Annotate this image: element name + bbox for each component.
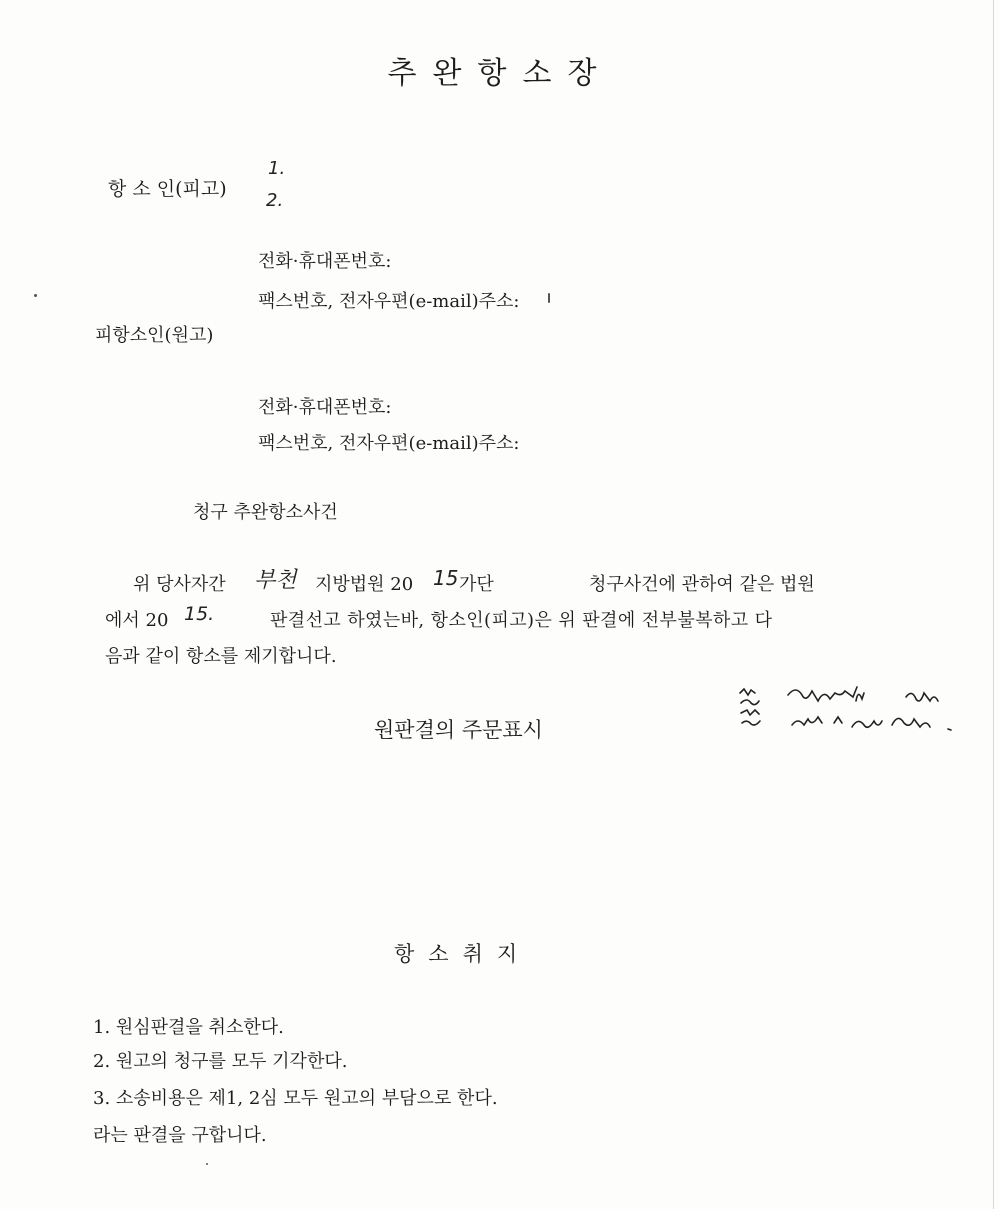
body-line1-court: 지방법원 20 (315, 574, 414, 595)
body-line1-suffix: 청구사건에 관하여 같은 법원 (589, 574, 815, 595)
appellant-label: 항 소 인(피고) (108, 178, 227, 200)
appeal-purpose-heading: 항소취지 (394, 942, 532, 966)
handwritten-year-2: 15. (184, 603, 215, 625)
appellant-number-1: 1. (268, 158, 286, 179)
claim-title: 청구 추완항소사건 (193, 502, 338, 523)
appeal-item-3: 3. 소송비용은 제1, 2심 모두 원고의 부담으로 한다. (93, 1088, 498, 1109)
body-line2-prefix: 에서 20 (105, 610, 169, 631)
scan-speck (548, 293, 550, 303)
scan-edge-line (993, 0, 994, 1209)
body-line3-text: 음과 같이 항소를 제기합니다. (105, 646, 337, 667)
body-line2-text: 판결선고 하였는바, 항소인(피고)은 위 판결에 전부불복하고 다 (270, 610, 773, 631)
handwritten-court-name: 부천 (254, 568, 297, 593)
body-line1-case-type: 가단 (459, 574, 494, 595)
appeal-item-1: 1. 원심판결을 취소한다. (93, 1017, 284, 1038)
appellee-fax-email-label: 팩스번호, 전자우편(e-mail)주소: (258, 433, 520, 454)
body-line1-prefix: 위 당사자간 (133, 574, 226, 595)
appellant-number-2: 2. (266, 190, 284, 211)
appellant-fax-email-label: 팩스번호, 전자우편(e-mail)주소: (258, 291, 520, 312)
handwritten-annotation (736, 683, 968, 741)
appellee-phone-label: 전화·휴대폰번호: (258, 397, 392, 418)
appeal-item-2: 2. 원고의 청구를 모두 기각한다. (93, 1051, 348, 1072)
handwritten-year-1: 15 (433, 566, 459, 590)
appellant-phone-label: 전화·휴대폰번호: (258, 251, 392, 272)
scan-speck (34, 294, 37, 297)
closing-line: 라는 판결을 구합니다. (93, 1125, 267, 1146)
original-judgment-heading: 원판결의 주문표시 (374, 718, 543, 742)
handwritten-annotation-scribble (736, 683, 968, 741)
scan-speck (206, 1163, 208, 1165)
document-title: 추완항소장 (387, 56, 613, 91)
appellee-label: 피항소인(원고) (95, 325, 214, 346)
